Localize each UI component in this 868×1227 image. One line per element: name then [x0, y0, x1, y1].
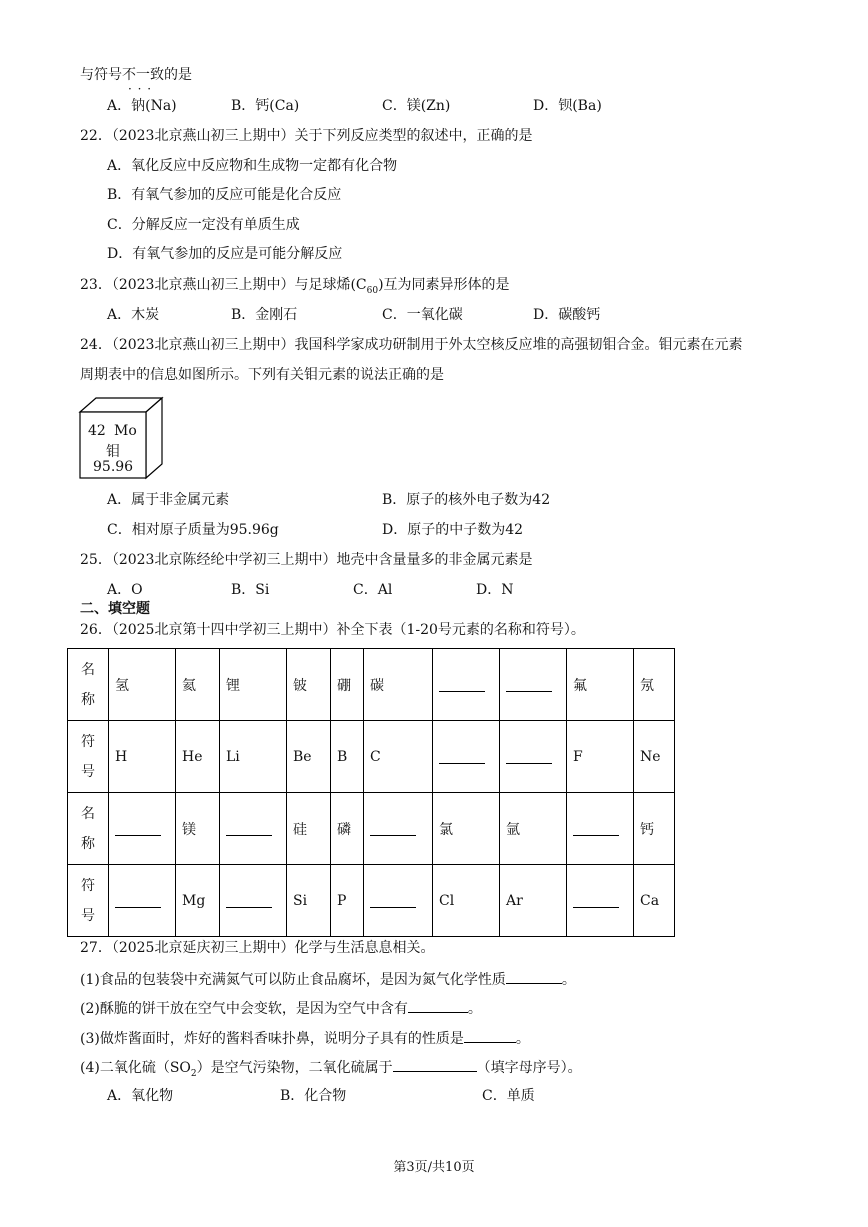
table-blank-cell[interactable]: [500, 649, 567, 721]
table-blank-cell[interactable]: [567, 793, 634, 865]
element-symbol: Mo: [114, 423, 137, 439]
table-blank-cell[interactable]: [364, 865, 433, 937]
q21-option-a: A．钠(Na): [107, 98, 177, 114]
q21-option-d: D．钡(Ba): [533, 98, 602, 114]
q27-part1: (1)食品的包装袋中充满氮气可以防止食品腐坏，是因为氮气化学性质 。: [80, 969, 576, 989]
q25-option-c: C．Al: [353, 582, 393, 598]
row-label: 名 称: [68, 793, 109, 865]
table-cell: Ne: [634, 721, 675, 793]
table-cell: 硅: [287, 793, 331, 865]
row-label: 符 号: [68, 865, 109, 937]
table-cell: 氢: [109, 649, 176, 721]
q23-stem: 23．（2023北京燕山初三上期中）与足球烯$(C_{60})$互为同素异形体的是: [80, 277, 510, 296]
q22-option-d: D．有氧气参加的反应是可能分解反应: [107, 246, 343, 262]
q26-stem: 26．（2025北京第十四中学初三上期中）补全下表（1-20号元素的名称和符号）。: [80, 622, 585, 638]
q24-option-b: B．原子的核外电子数为42: [382, 492, 551, 508]
table-blank-cell[interactable]: [433, 721, 500, 793]
answer-blank[interactable]: [573, 893, 619, 908]
q23-option-c: C．一氧化碳: [382, 307, 463, 323]
table-blank-cell[interactable]: [364, 793, 433, 865]
answer-blank[interactable]: [226, 893, 272, 908]
table-cell: 氯: [433, 793, 500, 865]
q24-option-a: A．属于非金属元素: [107, 492, 230, 508]
table-blank-cell[interactable]: [433, 649, 500, 721]
q21-stem: 与符号不一致 · · ·的是: [80, 66, 192, 84]
table-cell: 铍: [287, 649, 331, 721]
table-cell: He: [176, 721, 220, 793]
q25-option-a: A．O: [107, 582, 143, 598]
table-blank-cell[interactable]: [109, 793, 176, 865]
q27-option-a: A．氧化物: [107, 1088, 174, 1104]
q22-option-a: A．氧化反应中反应物和生成物一定都有化合物: [107, 158, 398, 174]
q23-option-a: A．木炭: [107, 307, 160, 323]
q23-option-d: D．碳酸钙: [533, 307, 601, 323]
q27-option-b: B．化合物: [280, 1088, 347, 1104]
atomic-number: 42: [88, 423, 106, 439]
q27-part3-blank[interactable]: [464, 1028, 516, 1043]
q21-option-c: C．镁(Zn): [382, 98, 451, 114]
table-cell: C: [364, 721, 433, 793]
table-cell: 氖: [634, 649, 675, 721]
q27-part4: (4)二氧化硫$(SO_2)$是空气污染物，二氧化硫属于 （填字母序号）。: [80, 1057, 582, 1083]
q27-part2-blank[interactable]: [408, 998, 468, 1013]
q25-option-d: D．N: [476, 582, 514, 598]
table-cell: 镁: [176, 793, 220, 865]
q23-option-b: B．金刚石: [231, 307, 298, 323]
table-blank-cell[interactable]: [220, 793, 287, 865]
q24-option-d: D．原子的中子数为42: [382, 522, 524, 538]
answer-blank[interactable]: [439, 677, 485, 692]
q22-option-b: B．有氧气参加的反应可能是化合反应: [107, 187, 342, 203]
table-cell: Li: [220, 721, 287, 793]
answer-blank[interactable]: [115, 821, 161, 836]
table-cell: Mg: [176, 865, 220, 937]
table-cell: Si: [287, 865, 331, 937]
q24-option-c: C．相对原子质量为95.96g: [107, 522, 279, 538]
q24-stem-line2: 周期表中的信息如图所示。下列有关钼元素的说法正确的是: [80, 367, 444, 383]
q27-part1-blank[interactable]: [506, 969, 562, 984]
table-blank-cell[interactable]: [500, 721, 567, 793]
element-name: 钼: [106, 444, 120, 460]
table-cell: 碳: [364, 649, 433, 721]
q27-option-c: C．单质: [482, 1088, 535, 1104]
section-heading-fill-in: 二、填空题: [80, 601, 150, 617]
table-cell: Ar: [500, 865, 567, 937]
table-row: [68, 793, 675, 865]
table-cell: H: [109, 721, 176, 793]
q21-option-b: B．钙(Ca): [231, 98, 300, 114]
q21-emphasis: 不一致 · · ·: [122, 67, 164, 83]
atomic-mass: 95.96: [93, 459, 134, 475]
answer-blank[interactable]: [439, 749, 485, 764]
table-cell: Ca: [634, 865, 675, 937]
row-label: 符 号: [68, 721, 109, 793]
table-blank-cell[interactable]: [220, 865, 287, 937]
q22-stem: 22．（2023北京燕山初三上期中）关于下列反应类型的叙述中，正确的是: [80, 128, 533, 144]
q22-option-c: C．分解反应一定没有单质生成: [107, 217, 300, 233]
table-cell: 锂: [220, 649, 287, 721]
answer-blank[interactable]: [370, 893, 416, 908]
q24-stem-line1: 24．（2023北京燕山初三上期中）我国科学家成功研制用于外太空核反应堆的高强韧钼合金。钼元素在元素: [80, 337, 743, 353]
answer-blank[interactable]: [573, 821, 619, 836]
table-cell: 磷: [331, 793, 364, 865]
table-row: [68, 649, 675, 721]
table-row: [68, 721, 675, 793]
q25-option-b: B．Si: [231, 582, 270, 598]
table-cell: 氦: [176, 649, 220, 721]
table-blank-cell[interactable]: [109, 865, 176, 937]
q25-stem: 25．（2023北京陈经纶中学初三上期中）地壳中含量量多的非金属元素是: [80, 552, 533, 568]
answer-blank[interactable]: [226, 821, 272, 836]
table-cell: 硼: [331, 649, 364, 721]
page-footer: 第3页/共10页: [393, 1160, 475, 1175]
q27-part4-blank[interactable]: [393, 1057, 477, 1072]
element-table: [67, 648, 675, 937]
table-cell: B: [331, 721, 364, 793]
answer-blank[interactable]: [506, 677, 552, 692]
q27-part2: (2)酥脆的饼干放在空气中会变软，是因为空气中含有 。: [80, 998, 482, 1018]
table-cell: 氟: [567, 649, 634, 721]
table-blank-cell[interactable]: [567, 865, 634, 937]
table-cell: Cl: [433, 865, 500, 937]
q27-part3: (3)做炸酱面时，炸好的酱料香味扑鼻，说明分子具有的性质是 。: [80, 1028, 530, 1048]
q27-stem: 27．（2025北京延庆初三上期中）化学与生活息息相关。: [80, 940, 435, 956]
row-label: 名 称: [68, 649, 109, 721]
table-cell: 钙: [634, 793, 675, 865]
table-cell: F: [567, 721, 634, 793]
answer-blank[interactable]: [506, 749, 552, 764]
table-cell: Be: [287, 721, 331, 793]
answer-blank[interactable]: [370, 821, 416, 836]
table-cell: P: [331, 865, 364, 937]
table-cell: 氩: [500, 793, 567, 865]
periodic-element-cell: [78, 396, 164, 482]
table-row: [68, 865, 675, 937]
answer-blank[interactable]: [115, 893, 161, 908]
